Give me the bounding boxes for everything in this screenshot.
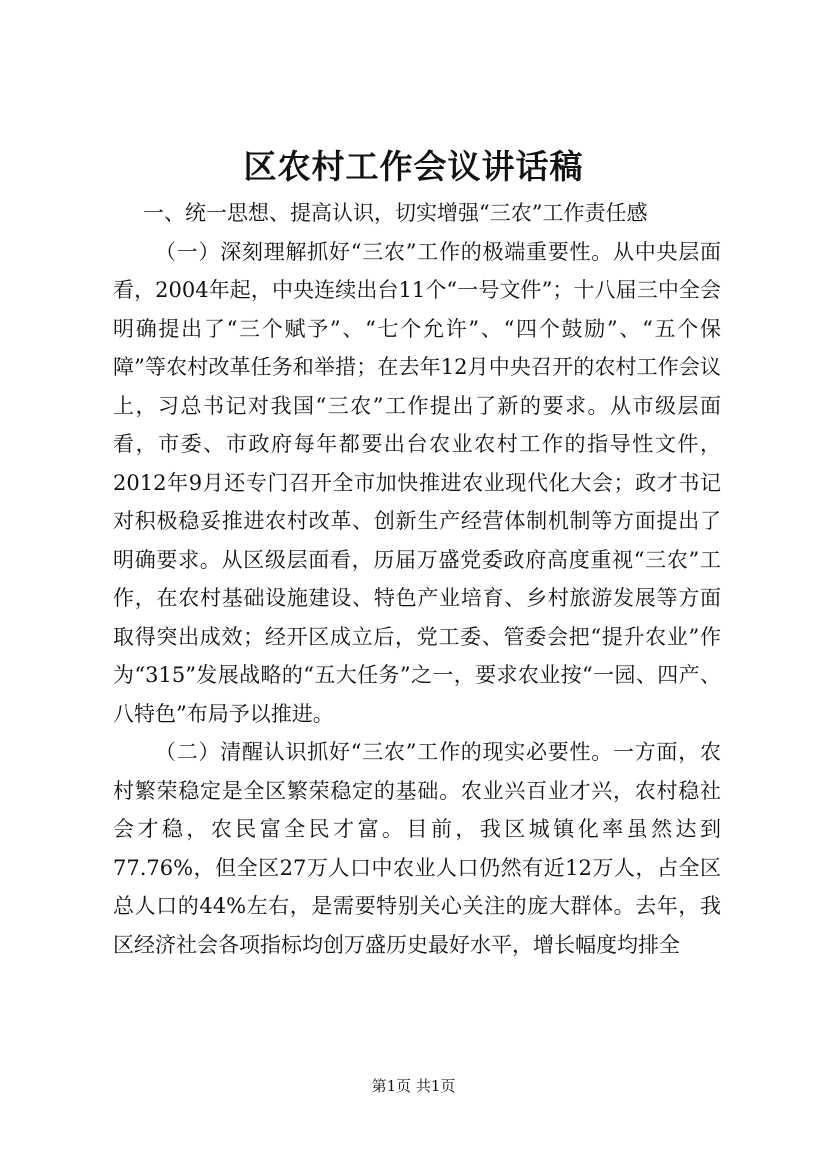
paragraph: （一）深刻理解抓好“三农”工作的极端重要性。从中央层面看，2004年起，中央连续出台11个“一号文件”；十八届三中全会明确提出了“三个赋予”、“七个允许”、“四个鼓励”、“五个保障”等农村改革任务和举措；在去年12月中央召开的农村工作会议上，习总书记对我国“三农”工作提出了新的要求。从市级层面看，市委、市政府每年都要出台农业农村工作的指导性文件，2012年9月还专门召开全市加快推进农业现代化大会；政才书记对积极稳妥推进农村改革、创新生产经营体制机制等方面提出了明确要求。从区级层面看，历届万盛党委政府高度重视“三农”工作，在农村基础设施建设、特色产业培育、乡村旅游发展等方面取得突出成效；经开区成立后，党工委、管委会把“提升农业”作为“315”发展战略的“五大任务”之一，要求农业按“一园、四产、八特色”布局予以推进。	[113, 239, 721, 726]
document-body	[113, 194, 721, 964]
document-title: 区农村工作会议讲话稿	[243, 147, 584, 186]
section-heading: 一、统一思想、提高认识，切实增强“三农”工作责任感	[143, 201, 648, 225]
paragraph: （二）清醒认识抓好“三农”工作的现实必要性。一方面，农村繁荣稳定是全区繁荣稳定的基础。农业兴百业才兴，农村稳社会才稳，农民富全民才富。目前，我区城镇化率虽然达到77.76%，但全区27万人口中农业人口仍然有近12万人，占全区总人口的44%左右，是需要特别关心关注的庞大群体。去年，我区经济社会各项指标均创万盛历史最好水平，增长幅度均排全	[113, 740, 721, 957]
page-footer: 第1页 共1页	[371, 1077, 456, 1095]
